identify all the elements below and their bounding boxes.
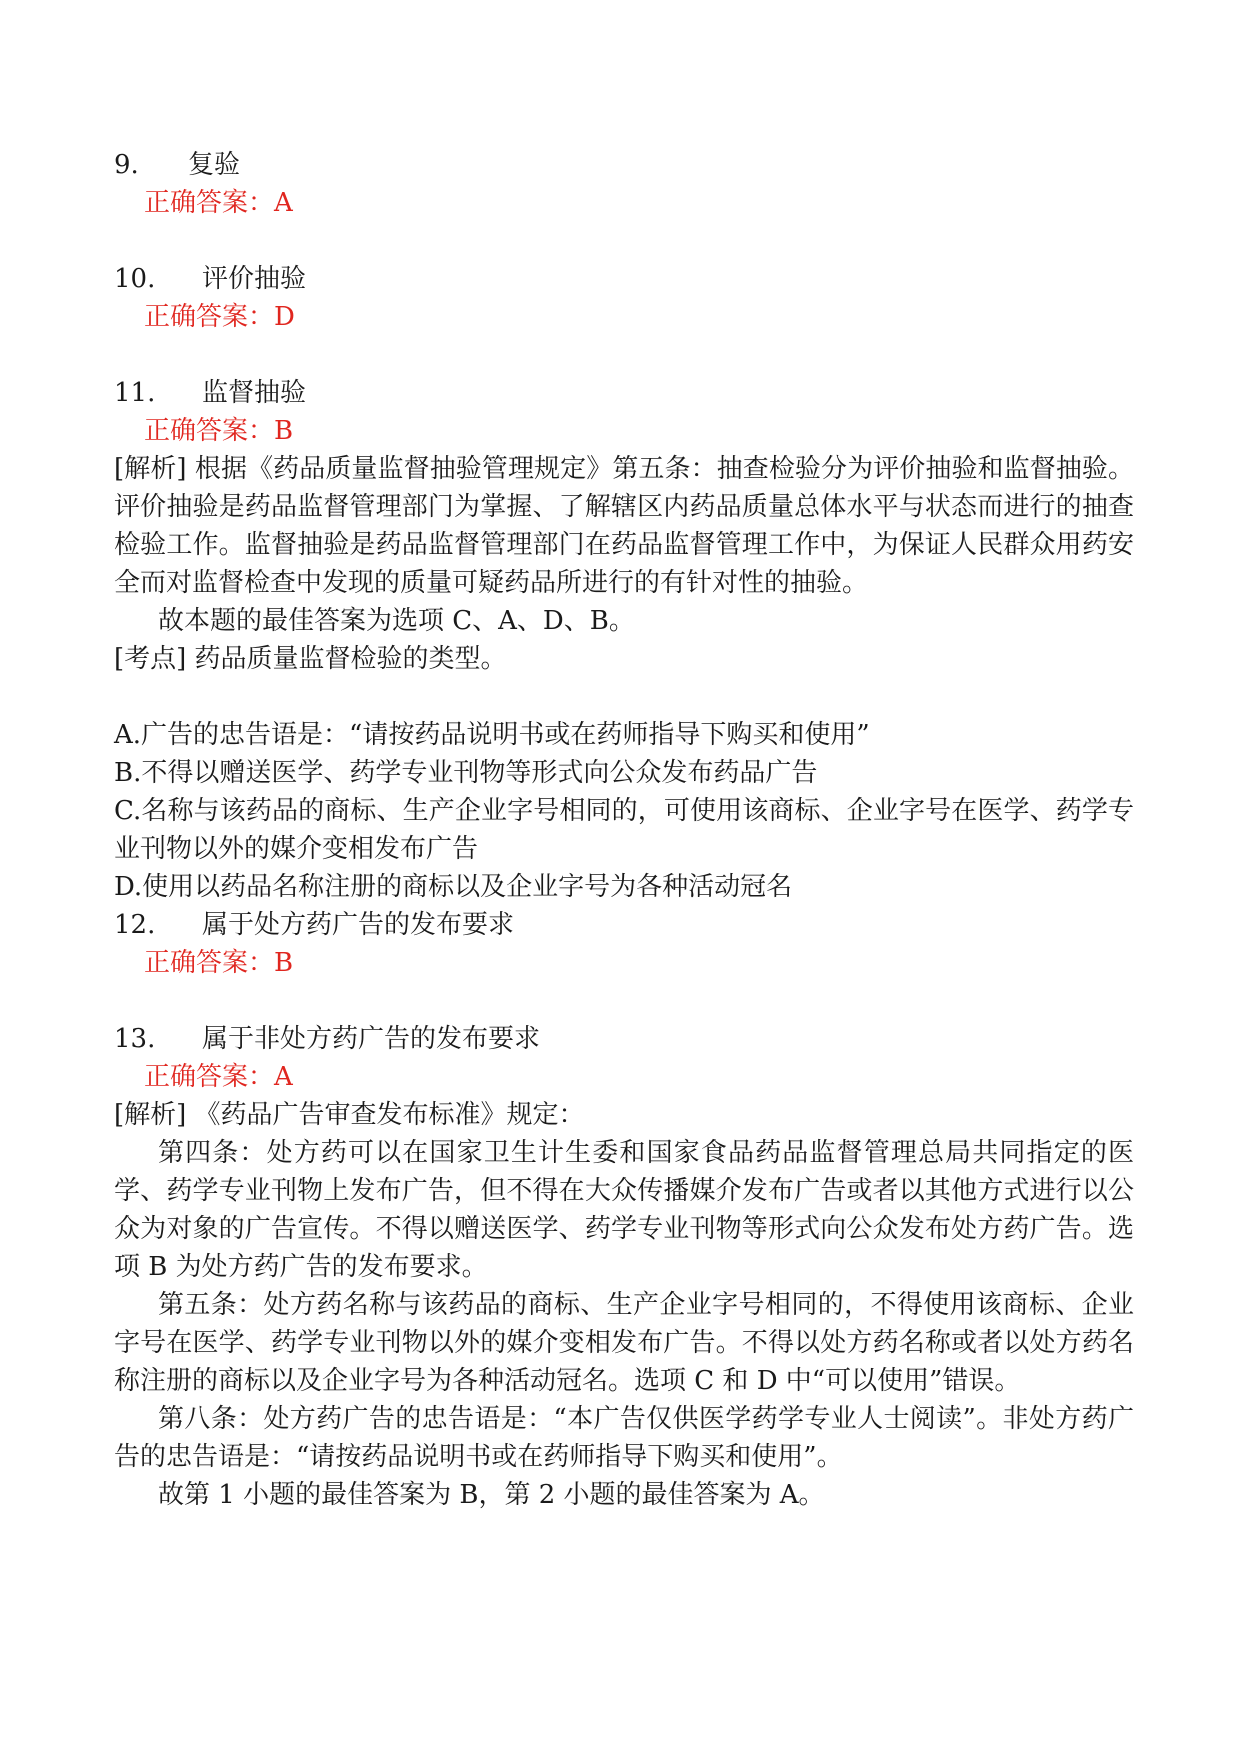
article-8: 第八条：处方药广告的忠告语是：“本广告仅供医学药学专业人士阅读”。非处方药广告的忠告语是：“请按药品说明书或在药师指导下购买和使用”。	[114, 1404, 1134, 1472]
question-13	[114, 1020, 1134, 1058]
document-content	[114, 146, 1134, 1514]
correct-answer: 正确答案：D	[144, 302, 295, 332]
question-number: 12.	[114, 910, 156, 940]
analysis-intro: [解析] 《药品广告审查发布标准》规定：	[114, 1100, 585, 1130]
question-number: 10.	[114, 264, 156, 294]
correct-answer: 正确答案：A	[144, 1062, 293, 1092]
question-12	[114, 906, 1134, 944]
analysis-paragraph: [解析] 根据《药品质量监督抽验管理规定》第五条：抽查检验分为评价抽验和监督抽验。评价抽验是药品监督管理部门为掌握、了解辖区内药品质量总体水平与状态而进行的抽查检验工作。监督抽验是药品监督管理部门在药品监督管理工作中，为保证人民群众用药安全而对监督检查中发现的质量可疑药品所进行的有针对性的抽验。	[114, 454, 1134, 598]
article-5: 第五条：处方药名称与该药品的商标、生产企业字号相同的，不得使用该商标、企业字号在医学、药学专业刊物以外的媒介变相发布广告。不得以处方药名称或者以处方药名称注册的商标以及企业字号为各种活动冠名。选项 C 和 D 中“可以使用”错误。	[114, 1290, 1134, 1396]
option-c: C.名称与该药品的商标、生产企业字号相同的，可使用该商标、企业字号在医学、药学专业刊物以外的媒介变相发布广告	[114, 796, 1134, 864]
analysis-conclusion: 故本题的最佳答案为选项 C、A、D、B。	[158, 606, 635, 636]
question-text: 属于非处方药广告的发布要求	[202, 1024, 541, 1054]
question-number: 11.	[114, 378, 156, 408]
exam-point: [考点] 药品质量监督检验的类型。	[114, 644, 507, 674]
option-a: A.广告的忠告语是：“请按药品说明书或在药师指导下购买和使用”	[114, 720, 870, 750]
spacer	[114, 222, 1134, 260]
article-4: 第四条：处方药可以在国家卫生计生委和国家食品药品监督管理总局共同指定的医学、药学专业刊物上发布广告，但不得在大众传播媒介发布广告或者以其他方式进行以公众为对象的广告宣传。不得以赠送医学、药学专业刊物等形式向公众发布处方药广告。选项 B 为处方药广告的发布要求。	[114, 1138, 1134, 1282]
spacer	[114, 336, 1134, 374]
correct-answer: 正确答案：B	[144, 948, 294, 978]
option-d: D.使用以药品名称注册的商标以及企业字号为各种活动冠名	[114, 872, 793, 902]
spacer	[114, 982, 1134, 1020]
correct-answer: 正确答案：A	[144, 188, 293, 218]
option-b: B.不得以赠送医学、药学专业刊物等形式向公众发布药品广告	[114, 758, 818, 788]
question-text: 监督抽验	[202, 378, 307, 408]
question-number: 13.	[114, 1024, 156, 1054]
spacer	[114, 678, 1134, 716]
question-text: 属于处方药广告的发布要求	[202, 910, 515, 940]
question-11	[114, 374, 1134, 412]
question-9	[114, 146, 1134, 184]
question-number: 9.	[114, 150, 139, 180]
question-10	[114, 260, 1134, 298]
correct-answer: 正确答案：B	[144, 416, 294, 446]
analysis-conclusion: 故第 1 小题的最佳答案为 B，第 2 小题的最佳答案为 A。	[158, 1480, 825, 1510]
question-text: 复验	[188, 150, 241, 180]
question-text: 评价抽验	[202, 264, 307, 294]
